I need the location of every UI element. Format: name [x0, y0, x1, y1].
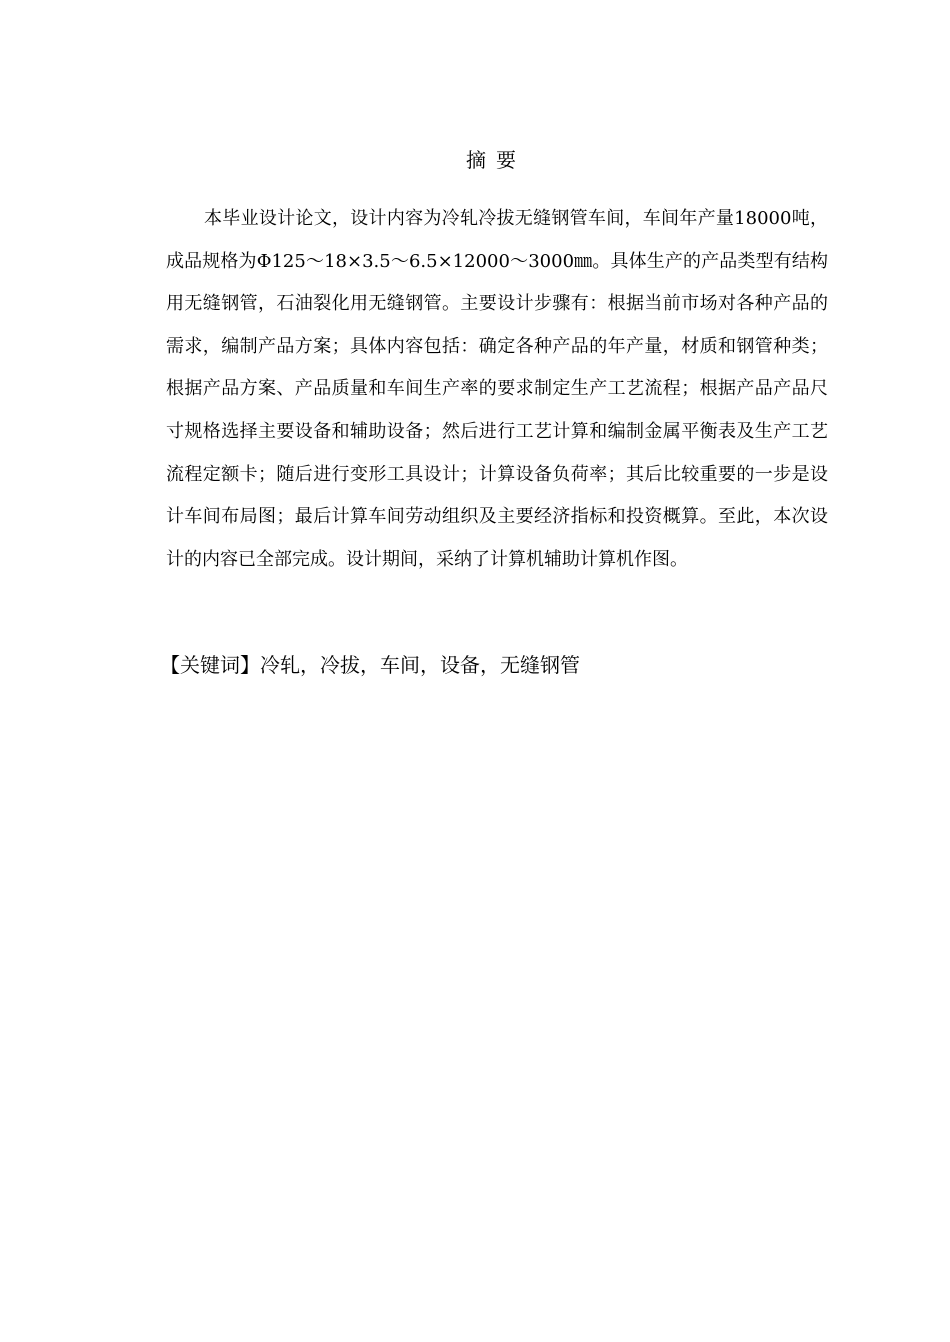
keywords-line [160, 648, 840, 682]
abstract-paragraph: 本毕业设计论文，设计内容为冷轧冷拔无缝钢管车间，车间年产量18000吨，成品规格为Φ125～18×3.5～6.5×12000～3000㎜。具体生产的产品类型有结构用无缝钢管，石油裂化用无缝钢管。主要设计步骤有：根据当前市场对各种产品的需求，编制产品方案；具体内容包括：确定各种产品的年产量，材质和钢管种类；根据产品方案、产品质量和车间生产率的要求制定生产工艺流程；根据产品产品尺寸规格选择主要设备和辅助设备；然后进行工艺计算和编制金属平衡表及生产工艺流程定额卡；随后进行变形工具设计；计算设备负荷率；其后比较重要的一步是设计车间布局图；最后计算车间劳动组织及主要经济指标和投资概算。至此，本次设计的内容已全部完成。设计期间，采纳了计算机辅助计算机作图。 [166, 208, 828, 570]
keywords-label: 【关键词】 [160, 653, 260, 677]
keywords-text: 冷轧，冷拔，车间，设备，无缝钢管 [260, 653, 580, 677]
abstract-title: 摘要 [466, 148, 526, 172]
